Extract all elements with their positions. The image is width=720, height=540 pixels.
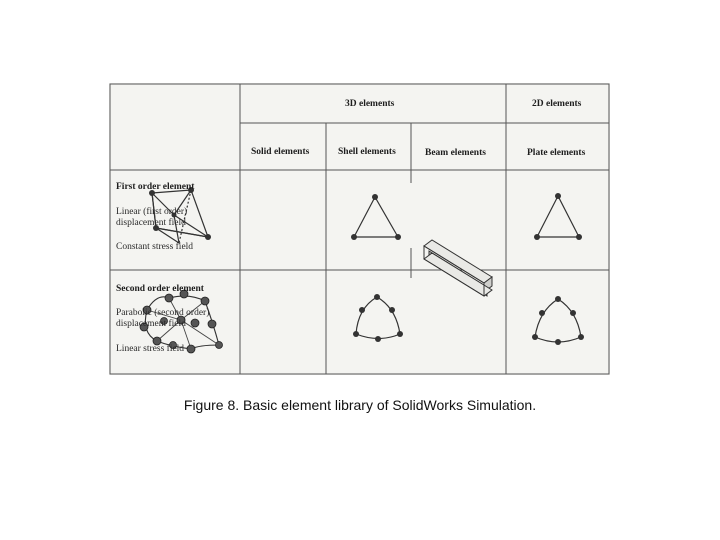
shell-first-order-diagram — [351, 194, 401, 240]
plate-second-order-diagram — [532, 296, 584, 345]
row-first-order-field: Linear (first order) displacement field — [116, 207, 188, 228]
row-first-order-title: First order element — [116, 182, 195, 192]
header-3d-elements: 3D elements — [345, 99, 395, 109]
row-second-order-field: Parabolic (second order) displacement field — [116, 308, 210, 329]
column-shell-elements: Shell elements — [338, 147, 396, 157]
row-second-order-stress: Linear stress field — [116, 344, 185, 354]
column-beam-elements: Beam elements — [425, 148, 486, 158]
shell-second-order-diagram — [353, 294, 403, 342]
plate-first-order-diagram — [534, 193, 582, 240]
row-first-order-stress: Constant stress field — [116, 242, 194, 252]
column-plate-elements: Plate elements — [527, 148, 586, 158]
figure-caption: Figure 8. Basic element library of SolidWorks Simulation. — [183, 397, 537, 413]
header-2d-elements: 2D elements — [532, 99, 582, 109]
beam-i-section-diagram — [424, 240, 492, 296]
element-library-table — [109, 83, 610, 375]
column-solid-elements: Solid elements — [251, 147, 310, 157]
row-second-order-title: Second order element — [116, 284, 204, 294]
table-grid-and-diagrams — [109, 83, 610, 375]
